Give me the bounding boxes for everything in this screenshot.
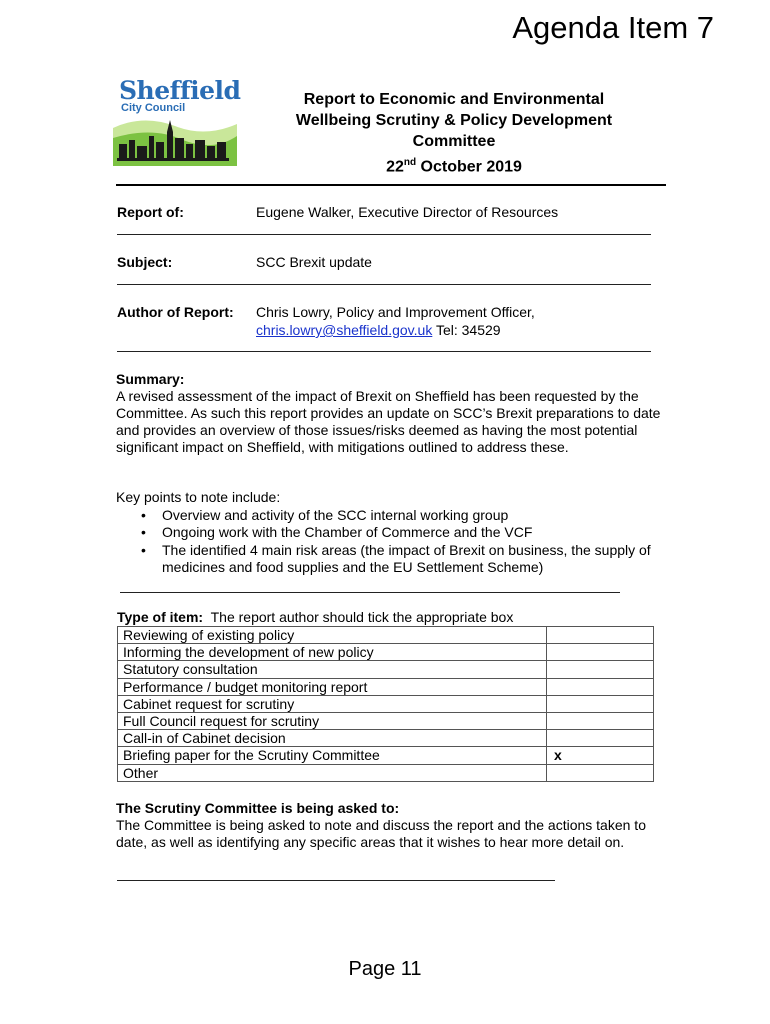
ask-heading: The Scrutiny Committee is being asked to:: [116, 800, 400, 816]
tick-box[interactable]: x: [547, 747, 654, 764]
title-line-2: Wellbeing Scrutiny & Policy Development: [295, 112, 613, 129]
council-logo: [113, 76, 241, 166]
divider: [117, 284, 651, 285]
table-row: Statutory consultation: [118, 661, 654, 678]
report-of-label: Report of:: [117, 204, 184, 220]
table-row: Performance / budget monitoring report: [118, 678, 654, 695]
tick-box[interactable]: [547, 644, 654, 661]
table-row: Informing the development of new policy: [118, 644, 654, 661]
committee-ask-section: [116, 800, 676, 851]
subject-label: Subject:: [117, 254, 173, 270]
logo-subtitle: City Council: [121, 102, 186, 114]
report-of-value: Eugene Walker, Executive Director of Resources: [256, 204, 559, 220]
title-line-1: Report to Economic and Environmental: [303, 91, 605, 108]
key-points-intro: Key points to note include:: [116, 489, 281, 505]
divider: [117, 351, 651, 352]
table-row: Call-in of Cabinet decision: [118, 730, 654, 747]
divider: [120, 592, 620, 593]
table-row: Full Council request for scrutiny: [118, 712, 654, 729]
summary-text: A revised assessment of the impact of Brexit on Sheffield has been requested by the Committee. As such this report provides an update on SCC’s Brexit preparations to date and provides an overview of those issues/risks deemed as having the most potential significant impact on Sheffield, with mitigations outlined to address these.: [116, 388, 661, 455]
agenda-item-label: Agenda Item 7: [512, 10, 714, 45]
tick-box[interactable]: [547, 764, 654, 781]
title-date: 22nd October 2019: [386, 157, 522, 176]
list-item: • Ongoing work with the Chamber of Commerce and the VCF: [116, 524, 676, 542]
logo-name: Sheffield: [119, 76, 241, 105]
divider: [117, 880, 555, 881]
tick-box[interactable]: [547, 678, 654, 695]
page-number: Page 11: [348, 958, 422, 980]
city-skyline-icon: [113, 114, 237, 166]
subject-value: SCC Brexit update: [256, 254, 372, 270]
list-item: • The identified 4 main risk areas (the impact of Brexit on business, the supply of medicines and food supplies and the EU Settlement Scheme): [116, 542, 676, 577]
author-tel: Tel: 34529: [432, 322, 501, 338]
list-item: • Overview and activity of the SCC internal working group: [116, 507, 676, 525]
tick-box[interactable]: [547, 661, 654, 678]
ask-text: The Committee is being asked to note and discuss the report and the actions taken to date, as well as identifying any specific areas that it wishes to hear more detail on.: [116, 817, 646, 850]
author-label: Author of Report:: [117, 304, 234, 320]
tick-box[interactable]: [547, 730, 654, 747]
key-points-section: [116, 489, 676, 577]
author-name: Chris Lowry, Policy and Improvement Officer,: [256, 304, 535, 320]
tick-box[interactable]: [547, 712, 654, 729]
table-row: Reviewing of existing policy: [118, 627, 654, 644]
author-value: [256, 303, 535, 339]
type-of-item-heading: Type of item: The report author should tick the appropriate box: [117, 609, 514, 625]
header-divider: [116, 184, 666, 186]
tick-box[interactable]: [547, 627, 654, 644]
table-row: Briefing paper for the Scrutiny Committee x: [118, 747, 654, 764]
table-row: Cabinet request for scrutiny: [118, 695, 654, 712]
table-row: Other: [118, 764, 654, 781]
report-title: [262, 89, 646, 177]
summary-heading: Summary:: [116, 371, 185, 387]
tick-box[interactable]: [547, 695, 654, 712]
title-line-3: Committee: [412, 133, 496, 150]
type-of-item-table: [117, 626, 654, 782]
author-email-link[interactable]: chris.lowry@sheffield.gov.uk: [256, 322, 433, 338]
summary-section: [116, 371, 676, 456]
divider: [117, 234, 651, 235]
